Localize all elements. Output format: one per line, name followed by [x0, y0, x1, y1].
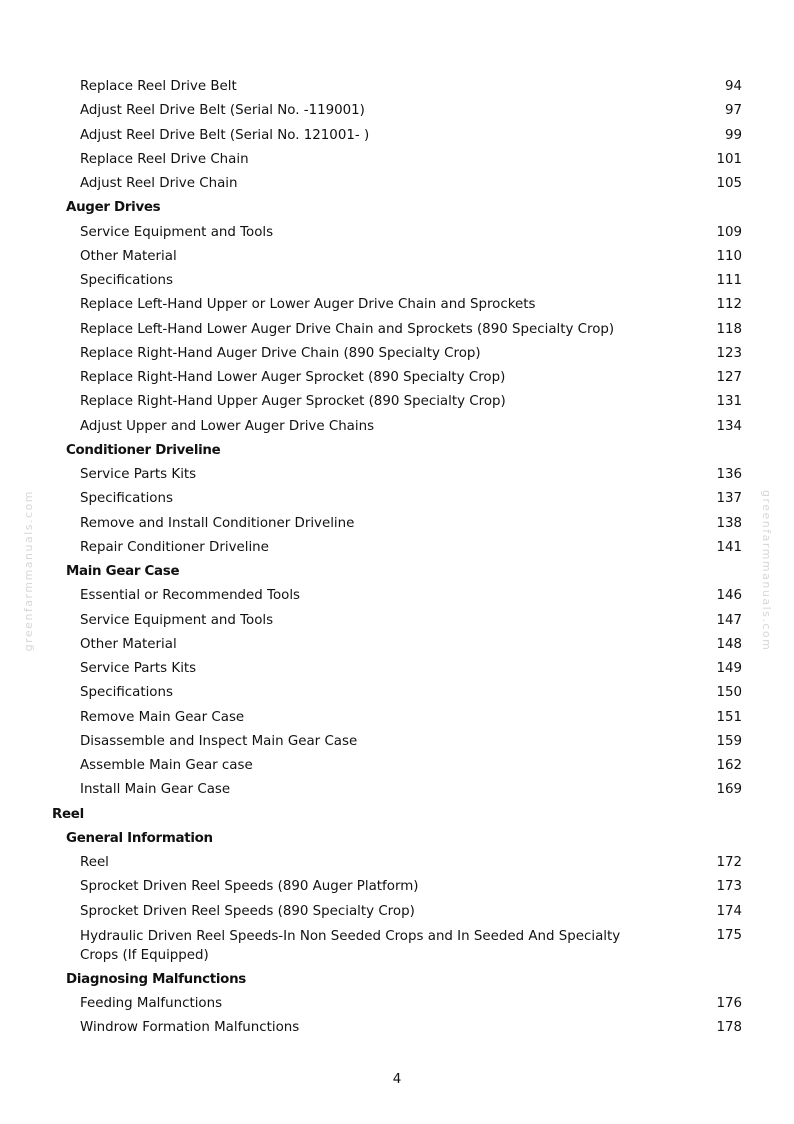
- toc-entry[interactable]: [0, 269, 794, 293]
- toc-entry[interactable]: [0, 657, 794, 681]
- toc-entry-title: Adjust Upper and Lower Auger Drive Chains: [80, 418, 375, 434]
- toc-entry-title: Remove Main Gear Case: [80, 709, 245, 725]
- toc-entry-page: 123: [716, 345, 742, 361]
- toc-entry-title: Feeding Malfunctions: [80, 996, 223, 1011]
- toc-entry[interactable]: [0, 245, 794, 269]
- toc-entry-page: 178: [716, 1020, 742, 1036]
- toc-entry[interactable]: [0, 609, 794, 633]
- toc-entry-page: 97: [724, 103, 742, 119]
- toc-entry-title: Other Material: [80, 636, 177, 652]
- toc-entry-title: Replace Right-Hand Upper Auger Sprocket (890 Specialty Crop): [80, 394, 506, 410]
- toc-entry-title: Auger Drives: [66, 200, 161, 216]
- toc-entry[interactable]: [0, 730, 794, 754]
- toc-entry-page: 174: [716, 903, 742, 919]
- toc-entry[interactable]: [0, 463, 794, 487]
- toc-heading[interactable]: [0, 439, 794, 463]
- toc-entry-page: 146: [716, 588, 742, 604]
- toc-entry[interactable]: [0, 512, 794, 536]
- toc-entry[interactable]: [0, 1016, 794, 1040]
- toc-entry-title: Repair Conditioner Driveline: [80, 539, 269, 555]
- toc-entry-title: Specifications: [80, 685, 173, 701]
- toc-entry-title: Replace Left-Hand Lower Auger Drive Chain and Sprockets (890 Specialty Crop): [80, 321, 615, 337]
- toc-entry[interactable]: [0, 924, 794, 968]
- toc-entry[interactable]: [0, 415, 794, 439]
- toc-entry[interactable]: [0, 584, 794, 608]
- toc-entry-title: Replace Reel Drive Chain: [80, 151, 249, 167]
- toc-entry-title: Conditioner Driveline: [66, 442, 221, 458]
- toc-entry[interactable]: [0, 99, 794, 123]
- toc-entry-page: 175: [716, 927, 742, 943]
- toc-entry-page: 172: [716, 855, 742, 870]
- toc-entry-title: Assemble Main Gear case: [80, 758, 253, 773]
- toc-entry-title: Service Parts Kits: [80, 661, 197, 676]
- toc-entry[interactable]: [0, 487, 794, 511]
- toc-entry-title: Other Material: [80, 248, 177, 264]
- toc-entry-page: 147: [716, 612, 742, 628]
- toc-entry[interactable]: [0, 778, 794, 802]
- toc-entry-title: Essential or Recommended Tools: [80, 588, 301, 604]
- toc-heading[interactable]: [0, 827, 794, 851]
- toc-entry-title: Remove and Install Conditioner Driveline: [80, 515, 355, 531]
- toc-entry-title: Adjust Reel Drive Belt (Serial No. 121001- ): [80, 127, 370, 143]
- toc-entry-title: Replace Right-Hand Auger Drive Chain (890 Specialty Crop): [80, 345, 481, 361]
- toc-entry-page: 136: [716, 467, 742, 482]
- toc-entry-page: 151: [716, 709, 742, 725]
- toc-entry-page: 101: [716, 151, 742, 167]
- toc-entry-title: Specifications: [80, 273, 173, 288]
- toc-entry[interactable]: [0, 875, 794, 899]
- page-number: 4: [392, 1072, 402, 1087]
- toc-entry-title: Windrow Formation Malfunctions: [80, 1020, 300, 1036]
- toc-entry-title: Reel: [80, 855, 109, 870]
- toc-entry[interactable]: [0, 754, 794, 778]
- toc-entry-title: Install Main Gear Case: [80, 782, 231, 798]
- toc-entry-page: 169: [716, 782, 742, 798]
- toc-entry-page: 176: [716, 996, 742, 1011]
- toc-entry[interactable]: [0, 75, 794, 99]
- toc-heading[interactable]: [0, 803, 794, 827]
- toc-entry-title: Replace Reel Drive Belt: [80, 79, 237, 94]
- toc-entry-page: 111: [716, 273, 742, 288]
- toc-entry[interactable]: [0, 366, 794, 390]
- toc-entry-page: 134: [716, 418, 742, 434]
- toc-entry-page: 150: [716, 685, 742, 701]
- toc-entry-title: Service Equipment and Tools: [80, 612, 274, 628]
- toc-entry[interactable]: [0, 706, 794, 730]
- toc-heading[interactable]: [0, 196, 794, 220]
- toc-entry[interactable]: [0, 172, 794, 196]
- toc-entry[interactable]: [0, 992, 794, 1016]
- toc-entry-title: Hydraulic Driven Reel Speeds-In Non Seeded Crops and In Seeded And Specialty Crops (If Equipped): [80, 928, 621, 963]
- toc-entry-title: General Information: [66, 830, 213, 846]
- toc-entry[interactable]: [0, 318, 794, 342]
- toc-entry-title: Replace Right-Hand Lower Auger Sprocket (890 Specialty Crop): [80, 370, 506, 385]
- toc-entry-page: 141: [716, 539, 742, 555]
- toc-entry-page: 118: [716, 321, 742, 337]
- toc-entry-title: Adjust Reel Drive Belt (Serial No. -119001): [80, 103, 365, 119]
- toc-entry-title: Specifications: [80, 491, 173, 507]
- toc-entry[interactable]: [0, 900, 794, 924]
- toc-entry-page: 131: [716, 394, 742, 410]
- toc-heading[interactable]: [0, 560, 794, 584]
- toc-entry[interactable]: [0, 633, 794, 657]
- toc-entry[interactable]: [0, 851, 794, 875]
- toc-entry-page: 112: [716, 297, 742, 313]
- toc-entry-title: Diagnosing Malfunctions: [66, 971, 246, 987]
- toc-entry-title: Service Equipment and Tools: [80, 224, 274, 240]
- toc-entry-title: Adjust Reel Drive Chain: [80, 176, 238, 191]
- watermark-right: greenfarmmanuals.com: [760, 490, 773, 652]
- toc-entry-page: 94: [724, 79, 742, 94]
- toc-entry-title: Main Gear Case: [66, 564, 180, 579]
- toc-entry-title: Service Parts Kits: [80, 467, 197, 482]
- toc-entry-page: 137: [716, 491, 742, 507]
- toc-entry-title: Disassemble and Inspect Main Gear Case: [80, 733, 358, 749]
- toc-entry[interactable]: [0, 390, 794, 414]
- toc-entry-title: Sprocket Driven Reel Speeds (890 Specialty Crop): [80, 903, 415, 919]
- toc-entry[interactable]: [0, 124, 794, 148]
- toc-entry-page: 109: [716, 224, 742, 240]
- toc-entry-title: Sprocket Driven Reel Speeds (890 Auger Platform): [80, 879, 419, 895]
- toc-entry-page: 105: [716, 176, 742, 191]
- toc-entry[interactable]: [0, 293, 794, 317]
- toc-entry-page: 149: [716, 661, 742, 676]
- toc-entry[interactable]: [0, 681, 794, 705]
- toc-heading[interactable]: [0, 968, 794, 992]
- toc-entry-page: 159: [716, 733, 742, 749]
- toc-entry-title: Replace Left-Hand Upper or Lower Auger Drive Chain and Sprockets: [80, 297, 536, 313]
- toc-entry[interactable]: [0, 536, 794, 560]
- toc-entry-page: 138: [716, 515, 742, 531]
- toc-entry[interactable]: [0, 342, 794, 366]
- table-of-contents: [0, 75, 794, 1041]
- toc-entry[interactable]: [0, 148, 794, 172]
- toc-entry-page: 148: [716, 636, 742, 652]
- toc-entry-page: 162: [716, 758, 742, 773]
- toc-entry[interactable]: [0, 221, 794, 245]
- toc-entry-page: 173: [716, 879, 742, 895]
- toc-entry-page: 110: [716, 248, 742, 264]
- toc-entry-page: 127: [716, 370, 742, 385]
- toc-entry-page: 99: [724, 127, 742, 143]
- toc-entry-title: Reel: [52, 806, 84, 822]
- watermark-left: greenfarmmanuals.com: [22, 490, 35, 652]
